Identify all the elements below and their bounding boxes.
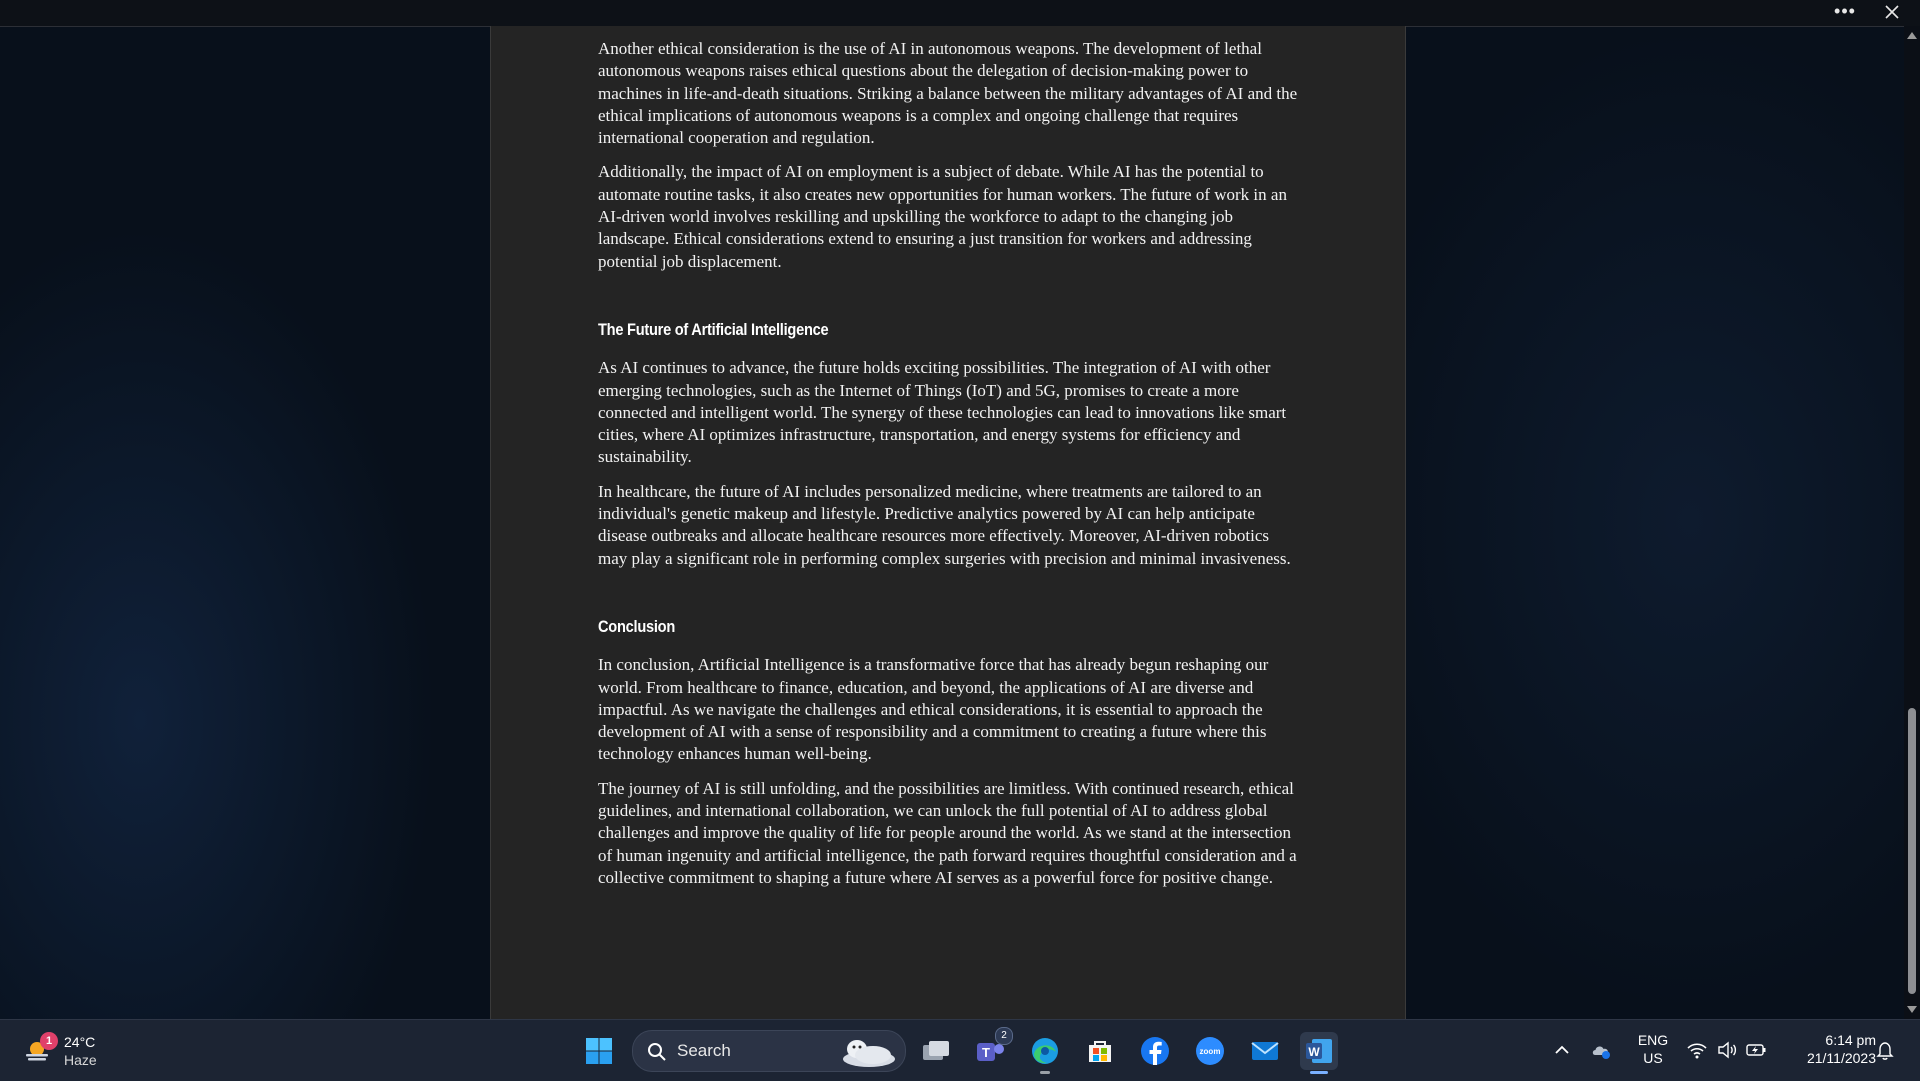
notifications-bell-icon[interactable] (1874, 1039, 1896, 1061)
task-view-button[interactable] (917, 1032, 955, 1070)
window-title-bar (0, 0, 1920, 27)
facebook-icon (1140, 1036, 1170, 1066)
weather-widget[interactable] (22, 1030, 132, 1072)
language-indicator[interactable] (1635, 1032, 1671, 1066)
vertical-scrollbar[interactable] (1904, 26, 1920, 1019)
weather-temperature: 24°C (64, 1034, 96, 1050)
document-content (598, 38, 1298, 901)
facebook-button[interactable] (1136, 1032, 1174, 1070)
taskbar-search-box[interactable] (632, 1030, 906, 1072)
teams-button[interactable] (971, 1032, 1009, 1070)
paragraph-conclusion-2: The journey of AI is still unfolding, and the possibilities are limitless. With continued research, ethical guidelines, and international collaboration, we can unlock the full potential of AI to address global challenges and improve the quality of life for people around the world. As we stand at the intersection of human ingenuity and artificial intelligence, the path forward requires thoughtful consideration and a collective commitment to shaping a future where AI serves as a powerful force for positive change. (598, 778, 1297, 887)
heading-future-of-ai: The Future of Artificial Intelligence (598, 319, 829, 339)
search-label: Search (677, 1041, 731, 1060)
more-options-button[interactable]: ••• (1834, 1, 1856, 21)
store-icon (1085, 1036, 1115, 1066)
mail-button[interactable] (1246, 1032, 1284, 1070)
paragraph-autonomous-weapons: Another ethical consideration is the use of AI in autonomous weapons. The development of lethal autonomous weapons raises ethical questions about the delegation of decision-making power to machines in life-and-death situations. Striking a balance between the military advantages of AI and the ethical implications of autonomous weapons is a complex and ongoing challenge that requires international cooperation and regulation. (598, 39, 1298, 148)
word-button[interactable] (1300, 1032, 1338, 1070)
word-icon (1304, 1037, 1334, 1065)
store-button[interactable] (1081, 1032, 1119, 1070)
weather-condition: Haze (64, 1052, 97, 1068)
clock-date: 21/11/2023 (1806, 1050, 1876, 1066)
clock[interactable] (1780, 1032, 1876, 1066)
onedrive-cloud-icon[interactable] (1590, 1039, 1612, 1061)
windows-logo-icon (585, 1037, 613, 1065)
scrollbar-thumb[interactable] (1908, 708, 1916, 994)
svg-text:zoom: zoom (1199, 1047, 1221, 1056)
svg-text:T: T (982, 1045, 990, 1060)
weather-notification-badge: 1 (40, 1032, 58, 1050)
region-code: US (1643, 1050, 1663, 1066)
paragraph-conclusion-1: In conclusion, Artificial Intelligence is a transformative force that has already begun reshaping our world. From healthcare to finance, education, and beyond, the applications of AI are diverse and impactful. As we navigate the challenges and ethical considerations, it is essential to approach the development of AI with a sense of responsibility and a commitment to creating a future where this technology enhances human well-being. (598, 655, 1269, 764)
close-button[interactable] (1880, 2, 1904, 22)
word-active-indicator (1310, 1071, 1328, 1074)
battery-charging-icon[interactable] (1745, 1039, 1767, 1061)
scroll-down-arrow-icon[interactable] (1907, 1006, 1917, 1013)
taskbar (0, 1019, 1920, 1081)
scroll-up-arrow-icon[interactable] (1907, 32, 1917, 39)
zoom-button[interactable] (1191, 1032, 1229, 1070)
zoom-icon (1195, 1036, 1225, 1066)
close-icon (1880, 2, 1904, 22)
clock-time: 6:14 pm (1825, 1032, 1876, 1048)
mail-icon (1250, 1039, 1280, 1063)
task-view-icon (921, 1038, 951, 1064)
volume-icon[interactable] (1716, 1039, 1738, 1061)
show-hidden-icons-chevron-up-icon[interactable] (1551, 1039, 1573, 1061)
search-highlight-seal-icon (835, 1033, 899, 1069)
paragraph-future-possibilities: As AI continues to advance, the future holds exciting possibilities. The integration of AI with other emerging technologies, such as the Internet of Things (IoT) and 5G, promises to create a more connected and intelligent world. The synergy of these technologies can lead to innovations like smart cities, where AI optimizes infrastructure, transportation, and energy systems for efficiency and sustainability. (598, 358, 1287, 467)
document-page[interactable] (490, 26, 1406, 1019)
start-button[interactable] (580, 1032, 618, 1070)
svg-text:W: W (1308, 1045, 1320, 1059)
wifi-icon[interactable] (1686, 1039, 1708, 1061)
search-icon (647, 1042, 667, 1062)
heading-conclusion: Conclusion (598, 616, 676, 636)
paragraph-future-healthcare: In healthcare, the future of AI includes personalized medicine, where treatments are tailored to an individual's genetic makeup and lifestyle. Predictive analytics powered by AI can help anticipate disease outbreaks and allocate healthcare resources more effectively. Moreover, AI-driven robotics may play a significant role in performing complex surgeries with precision and minimal invasiveness. (598, 481, 1291, 568)
edge-icon (1030, 1036, 1060, 1066)
paragraph-employment: Additionally, the impact of AI on employment is a subject of debate. While AI has the potential to automate routine tasks, it also creates new opportunities for human workers. The future of work in an AI-driven world involves reskilling and upskilling the workforce to adapt to the changing job landscape. Ethical considerations extend to ensuring a just transition for workers and addressing potential job displacement. (598, 162, 1287, 271)
edge-running-indicator (1040, 1071, 1050, 1074)
teams-notification-badge: 2 (995, 1027, 1013, 1045)
language-code: ENG (1637, 1032, 1669, 1048)
edge-button[interactable] (1026, 1032, 1064, 1070)
